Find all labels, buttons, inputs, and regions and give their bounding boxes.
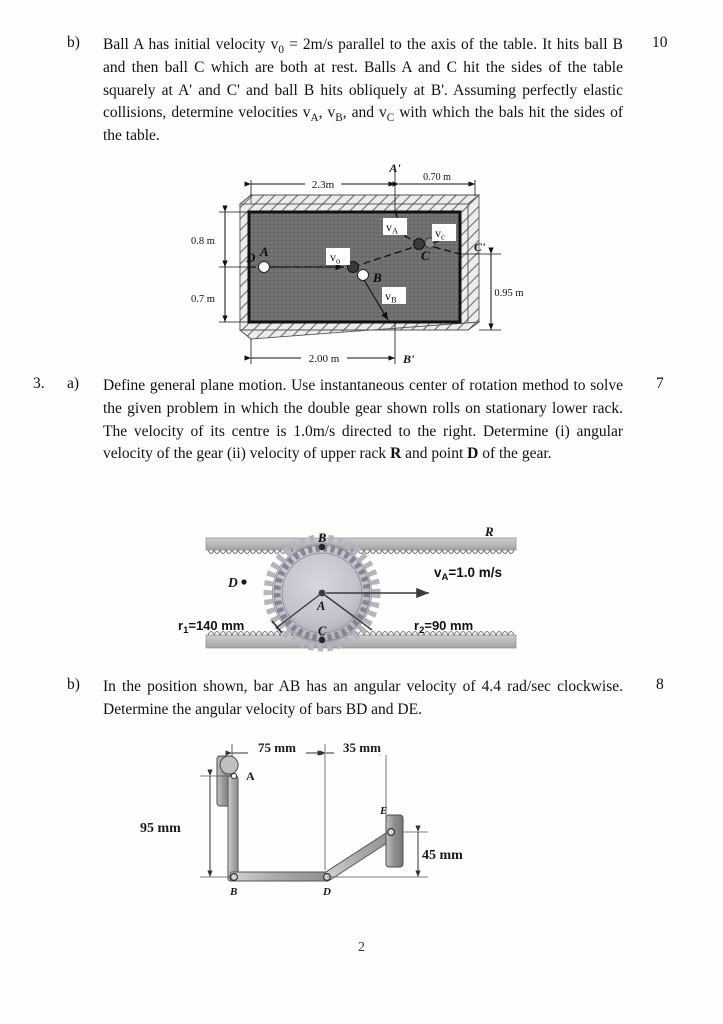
pin-b: [231, 874, 238, 881]
question-3b-marks: 8: [656, 676, 664, 693]
label-b: B: [373, 270, 382, 285]
q2b-run-5: B: [335, 112, 343, 125]
gear-label-c: C: [318, 624, 327, 638]
billiard-table-figure: [183, 162, 523, 372]
question-3a-marks: 7: [656, 375, 664, 392]
dim-95mm: 95 mm: [140, 821, 181, 836]
dim-45mm: 45 mm: [422, 848, 463, 863]
point-d-dot: [241, 579, 246, 584]
label-c: C: [421, 248, 430, 263]
q2b-run-2: = 2m/s parallel to the axis of the table. It hits ball B and then ball C which are both at rest. Balls A and C hit the sides of the table squarely at A' and C' and ball B hits obliquely at B'. Assuming perfectly elastic collisions, determine velocities v: [103, 36, 623, 122]
page-number: 2: [358, 940, 365, 955]
dim-0-70m: 0.70 m: [423, 172, 451, 183]
bar-label-e: E: [380, 805, 388, 817]
gear-label-r: R: [485, 524, 494, 539]
question-3a-letter: a): [67, 375, 80, 392]
gear-label-b: B: [318, 531, 327, 545]
bar-label-a: A: [246, 769, 255, 783]
label-b-prime: B': [403, 352, 415, 366]
question-2b-marks: 10: [652, 34, 668, 51]
q2b-run-0: Ball A has initial velocity v: [103, 36, 279, 53]
dim-2-3m: 2.3m: [311, 179, 335, 191]
dim-0-95m: 0.95 m: [494, 288, 524, 299]
gear-label-a: A: [317, 599, 326, 613]
dim-2-00m: 2.00 m: [308, 353, 340, 365]
gear-label-r2: $r_2=90$ mm: [414, 618, 474, 636]
gear-label-r1: $r_1=140$ mm: [178, 618, 245, 636]
q2b-run-8: with which the bals hit the sides of the table.: [103, 104, 623, 145]
double-gear-figure: [176, 520, 546, 665]
label-a: A: [260, 244, 269, 259]
label-v0: $v_o$: [330, 250, 341, 266]
double-gear-svg: [176, 520, 546, 665]
bar-label-d: D: [323, 886, 331, 898]
q3a-run-4: of the gear.: [478, 445, 552, 463]
label-a-prime: A': [389, 161, 401, 175]
question-3b-letter: b): [67, 676, 80, 693]
label-d: D: [246, 250, 256, 265]
label-va: $v_A$: [386, 220, 399, 236]
question-3a-text: [103, 375, 623, 466]
q3a-run-3: D: [467, 445, 479, 463]
q3a-run-2: and point: [401, 445, 468, 463]
label-vb: $v_B$: [385, 289, 397, 305]
label-vc: $v_c$: [435, 226, 445, 242]
question-3-number: 3.: [33, 375, 45, 392]
billiard-table-svg: [183, 162, 523, 372]
question-2b-text: [103, 34, 623, 148]
q2b-run-3: A: [310, 112, 319, 125]
label-c-prime: C': [474, 240, 486, 254]
q2b-run-1: 0: [278, 44, 284, 57]
pin-e: [388, 829, 395, 836]
q2b-run-4: , v: [318, 104, 336, 122]
q3a-run-1: R: [390, 445, 402, 463]
q2b-run-6: , and v: [342, 104, 387, 122]
bar-linkage-svg: [140, 738, 526, 918]
gear-label-va: $v_A=1.0$ m/s: [434, 565, 503, 583]
dim-0-7m: 0.7 m: [191, 294, 215, 305]
dim-35mm: 35 mm: [343, 740, 381, 755]
question-3b-text: [103, 676, 623, 722]
q2b-run-7: C: [386, 112, 395, 125]
question-2b-letter: b): [67, 34, 80, 51]
dim-75mm: 75 mm: [258, 740, 296, 755]
q3a-run-0: Define general plane motion. Use instantaneous center of rotation method to solve the given problem in which the double gear shown rolls on stationary lower rack. The velocity of its centre is 1.0m/s directed to the right. Determine (i) angular velocity of the gear (ii) velocity of upper rack: [103, 377, 623, 463]
q3b-run-0: In the position shown, bar AB has an angular velocity of 4.4 rad/sec clockwise. Determine the angular velocity of bars BD and DE.: [103, 678, 623, 718]
bar-linkage-figure: [140, 738, 526, 918]
gear-label-d: D: [228, 575, 238, 590]
dim-0-8m: 0.8 m: [191, 236, 215, 247]
bar-label-b: B: [230, 886, 238, 898]
